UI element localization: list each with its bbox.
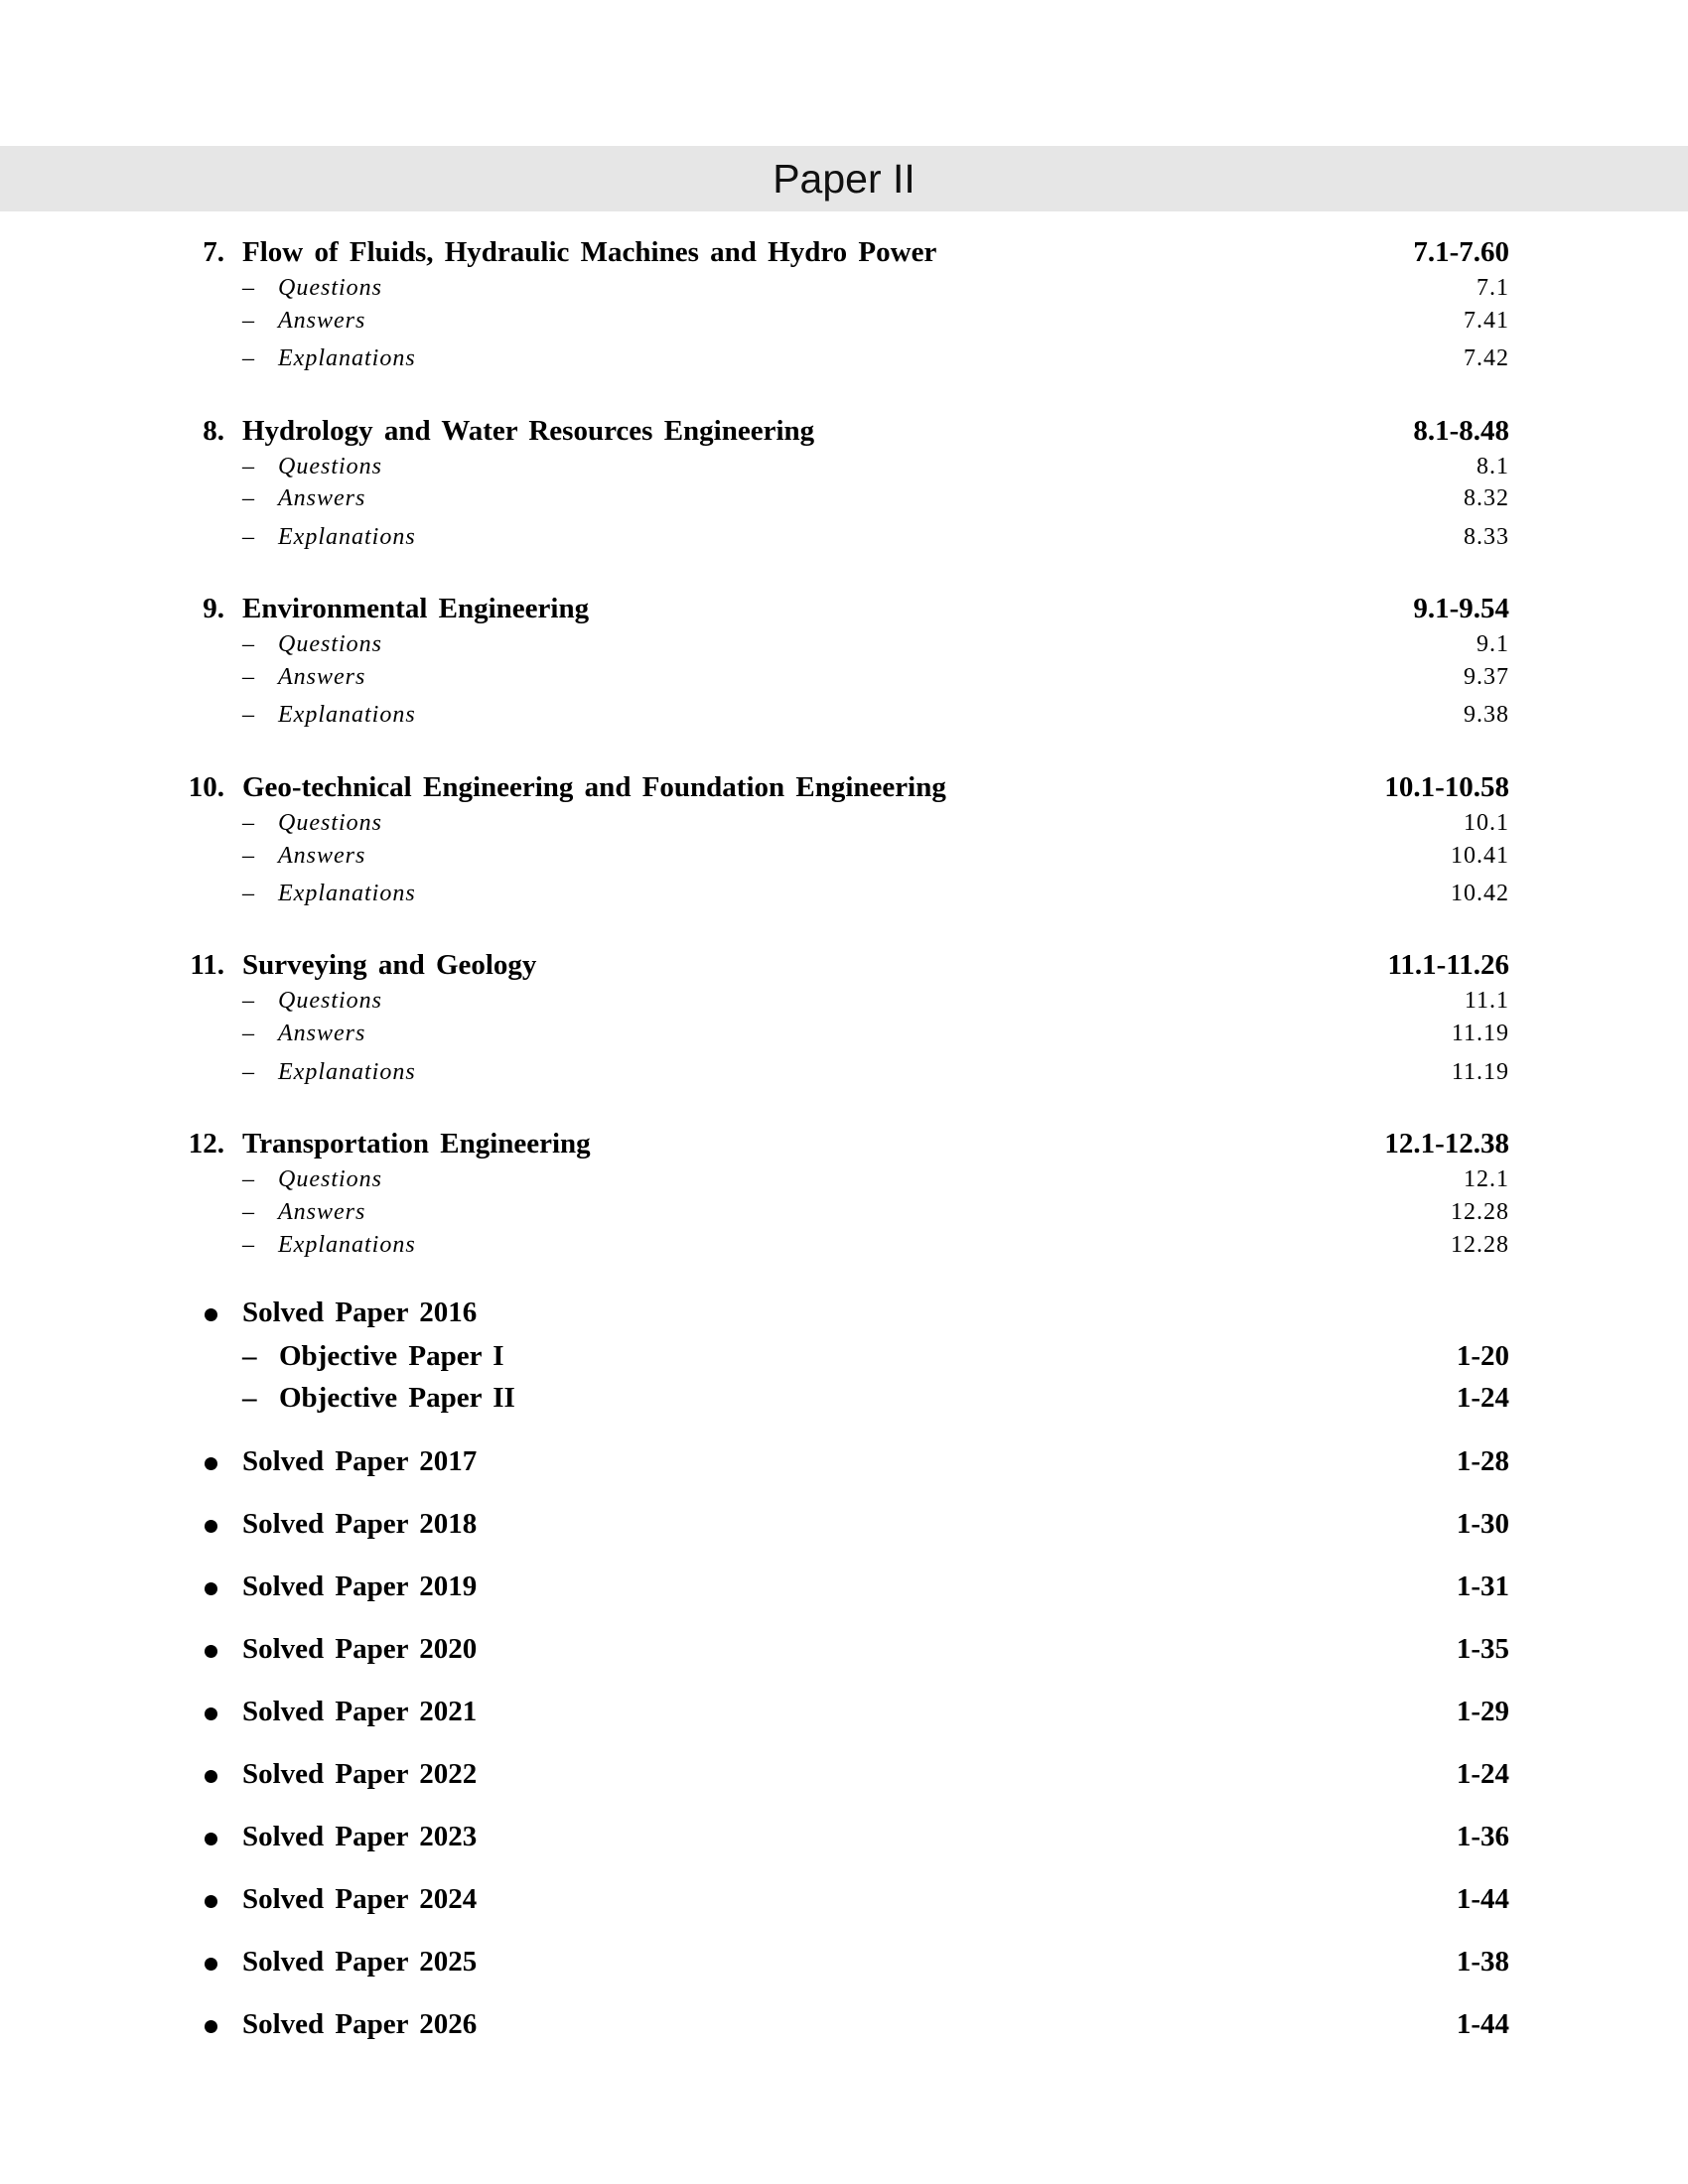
bullet-icon	[205, 1707, 217, 1720]
solved-paper-pages: 1-30	[1456, 1508, 1509, 1540]
solved-paper-title: Solved Paper 2020	[242, 1633, 478, 1665]
entry-label: Questions	[278, 454, 382, 479]
chapter-page-range: 7.1-7.60	[1413, 236, 1509, 268]
entry-page: 8.32	[1464, 485, 1509, 511]
dash-marker: –	[242, 702, 254, 728]
solved-paper-title: Solved Paper 2017	[242, 1445, 478, 1477]
dash-marker: –	[242, 810, 254, 836]
bullet-icon	[205, 1958, 217, 1971]
entry-label: Answers	[278, 1021, 366, 1046]
solved-paper-pages: 1-36	[1456, 1821, 1509, 1852]
solved-paper-title: Solved Paper 2026	[242, 2008, 478, 2040]
dash-marker: –	[242, 843, 254, 869]
chapter-number: 9.	[203, 593, 224, 624]
dash-marker: –	[242, 485, 254, 511]
dash-marker: –	[242, 881, 254, 906]
entry-page: 7.1	[1477, 275, 1509, 301]
entry-page: 10.1	[1464, 810, 1509, 836]
entry-page: 9.37	[1464, 664, 1509, 690]
solved-paper-pages: 1-44	[1456, 2008, 1509, 2040]
solved-paper-pages: 1-44	[1456, 1883, 1509, 1915]
chapter-title: Transportation Engineering	[242, 1128, 591, 1160]
bullet-icon	[205, 1770, 217, 1783]
dash-marker: –	[242, 1199, 254, 1225]
objective-paper-pages: 1-24	[1456, 1382, 1509, 1414]
entry-page: 8.33	[1464, 524, 1509, 550]
chapter-page-range: 9.1-9.54	[1413, 593, 1509, 624]
dash-marker: –	[242, 1166, 254, 1192]
entry-label: Explanations	[278, 1059, 416, 1085]
entry-page: 9.38	[1464, 702, 1509, 728]
entry-page: 11.19	[1451, 1021, 1509, 1046]
bullet-icon	[205, 1308, 217, 1321]
solved-paper-title: Solved Paper 2025	[242, 1946, 478, 1978]
chapter-title: Environmental Engineering	[242, 593, 590, 624]
dash-marker: –	[242, 524, 254, 550]
chapter-number: 7.	[203, 236, 224, 268]
objective-paper-title: Objective Paper II	[279, 1382, 515, 1414]
entry-page: 11.19	[1451, 1059, 1509, 1085]
bullet-icon	[205, 1457, 217, 1470]
entry-label: Answers	[278, 485, 366, 511]
chapter-title: Geo-technical Engineering and Foundation Engineering	[242, 771, 946, 803]
chapter-page-range: 10.1-10.58	[1384, 771, 1509, 803]
solved-paper-title: Solved Paper 2018	[242, 1508, 478, 1540]
chapter-number: 8.	[203, 415, 224, 447]
entry-page: 9.1	[1477, 631, 1509, 657]
entry-page: 11.1	[1464, 988, 1509, 1014]
entry-label: Answers	[278, 843, 366, 869]
chapter-number: 10.	[188, 771, 224, 803]
entry-label: Questions	[278, 1166, 382, 1192]
chapter-page-range: 8.1-8.48	[1413, 415, 1509, 447]
solved-paper-pages: 1-29	[1456, 1696, 1509, 1727]
entry-label: Answers	[278, 308, 366, 334]
entry-label: Questions	[278, 810, 382, 836]
solved-paper-title: Solved Paper 2022	[242, 1758, 478, 1790]
solved-paper-title: Solved Paper 2023	[242, 1821, 478, 1852]
bullet-icon	[205, 1520, 217, 1533]
entry-label: Explanations	[278, 1232, 416, 1258]
objective-paper-pages: 1-20	[1456, 1340, 1509, 1372]
chapter-title: Flow of Fluids, Hydraulic Machines and Hydro Power	[242, 236, 937, 268]
entry-label: Questions	[278, 988, 382, 1014]
solved-paper-pages: 1-38	[1456, 1946, 1509, 1978]
dash-marker: –	[242, 1021, 254, 1046]
bullet-icon	[205, 1833, 217, 1845]
chapter-title: Hydrology and Water Resources Engineering	[242, 415, 815, 447]
dash-marker: –	[242, 1382, 257, 1414]
dash-marker: –	[242, 1059, 254, 1085]
solved-paper-pages: 1-28	[1456, 1445, 1509, 1477]
entry-page: 8.1	[1477, 454, 1509, 479]
solved-paper-title: Solved Paper 2021	[242, 1696, 478, 1727]
chapter-page-range: 11.1-11.26	[1387, 949, 1509, 981]
entry-label: Answers	[278, 1199, 366, 1225]
solved-paper-title: Solved Paper 2019	[242, 1570, 478, 1602]
entry-label: Questions	[278, 275, 382, 301]
bullet-icon	[205, 1582, 217, 1595]
dash-marker: –	[242, 1340, 257, 1372]
dash-marker: –	[242, 631, 254, 657]
entry-label: Explanations	[278, 524, 416, 550]
entry-label: Answers	[278, 664, 366, 690]
entry-label: Explanations	[278, 881, 416, 906]
dash-marker: –	[242, 988, 254, 1014]
bullet-icon	[205, 2020, 217, 2033]
chapter-number: 12.	[188, 1128, 224, 1160]
dash-marker: –	[242, 454, 254, 479]
entry-page: 12.28	[1451, 1232, 1509, 1258]
entry-page: 7.41	[1464, 308, 1509, 334]
entry-label: Explanations	[278, 702, 416, 728]
entry-page: 12.1	[1464, 1166, 1509, 1192]
objective-paper-title: Objective Paper I	[279, 1340, 504, 1372]
entry-label: Questions	[278, 631, 382, 657]
solved-paper-title: Solved Paper 2024	[242, 1883, 478, 1915]
dash-marker: –	[242, 345, 254, 371]
entry-page: 10.41	[1451, 843, 1509, 869]
entry-page: 12.28	[1451, 1199, 1509, 1225]
bullet-icon	[205, 1645, 217, 1658]
dash-marker: –	[242, 275, 254, 301]
entry-page: 10.42	[1451, 881, 1509, 906]
dash-marker: –	[242, 1232, 254, 1258]
dash-marker: –	[242, 664, 254, 690]
chapter-title: Surveying and Geology	[242, 949, 537, 981]
bullet-icon	[205, 1895, 217, 1908]
solved-paper-pages: 1-31	[1456, 1570, 1509, 1602]
entry-page: 7.42	[1464, 345, 1509, 371]
section-title: Paper II	[773, 156, 915, 202]
entry-label: Explanations	[278, 345, 416, 371]
solved-paper-pages: 1-24	[1456, 1758, 1509, 1790]
dash-marker: –	[242, 308, 254, 334]
solved-paper-pages: 1-35	[1456, 1633, 1509, 1665]
chapter-number: 11.	[190, 949, 224, 981]
chapter-page-range: 12.1-12.38	[1384, 1128, 1509, 1160]
solved-paper-title: Solved Paper 2016	[242, 1297, 478, 1328]
